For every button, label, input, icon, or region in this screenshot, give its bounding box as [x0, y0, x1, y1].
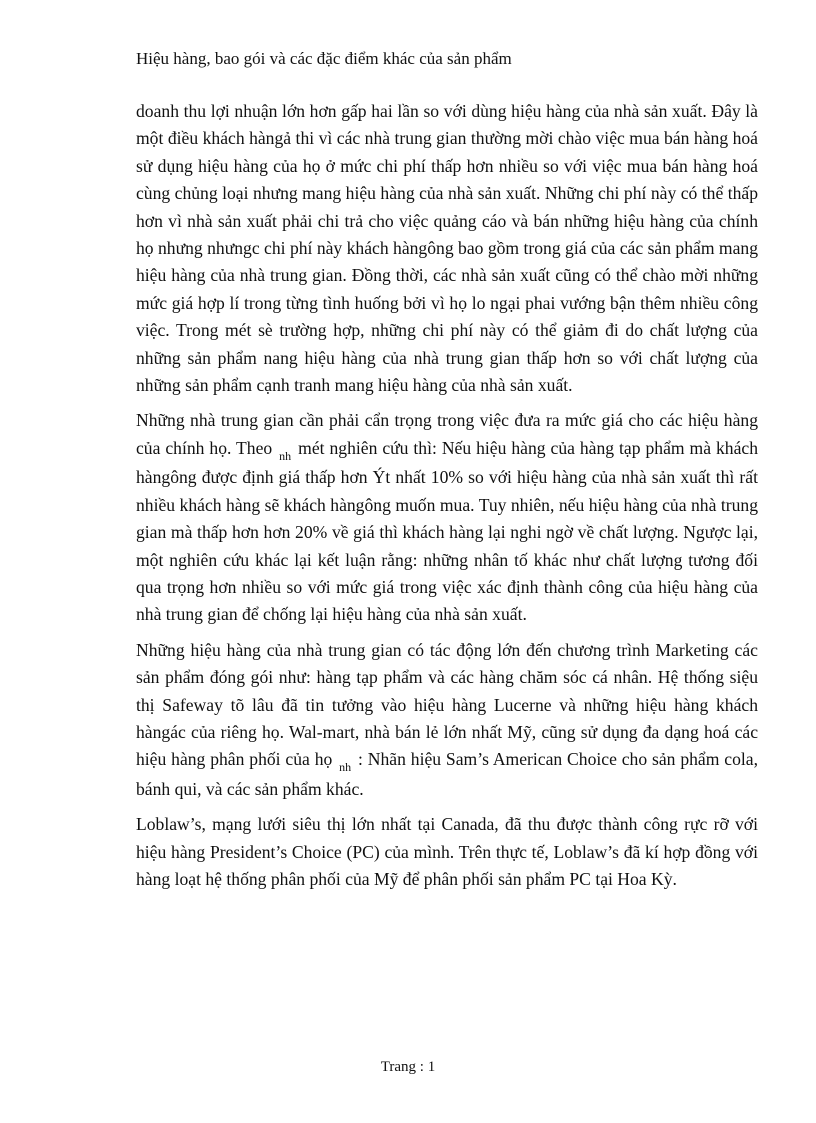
paragraph-3-text-a: Những hiệu hàng của nhà trung gian có tác động lớn đến chương trình Marketing các sản phẩm đóng gói như: hàng tạp phẩm và các hàng chăm sóc cá nhân. Hệ thống siệu thị Safeway tõ lâu đã tin tưởng vào hiệu hàng Lucerne và những hiệu hàng khách hàngác của riêng họ. Wal-mart, nhà bán lẻ lớn nhất Mỹ, cũng sử dụng đa dạng hoá các hiệu hàng phân phối của họ: [136, 639, 758, 770]
paragraph-2-text-b: mét nghiên cứu thì: Nếu hiệu hàng của hàng tạp phẩm mà khách hàngông được định giá thấp hơn Ýt nhất 10% so với hiệu hàng của nhà sản xuất thì rất nhiều khách hàng sẽ khách hàngông muốn mua. Tuy nhiên, nếu hiệu hàng của nhà trung gian mà thấp hơn hơn 20% về giá thì khách hàng lại nghi ngờ về chất lượng. Ngược lại, một nghiên cứu khác lại kết luận rằng: những nhân tố khác như chất lượng tương đối qua trọng hơn nhiều so với mức giá trong việc xác định thành công của hiệu hàng của nhà trung gian để chống lại hiệu hàng của nhà sản xuất.: [136, 437, 758, 625]
paragraph-1: doanh thu lợi nhuận lớn hơn gấp hai lần so với dùng hiệu hàng của nhà sản xuất. Đây là một điều khách hàngả thi vì các nhà trung gian thường mời chào việc mua bán hàng hoá sử dụng hiệu hàng của họ ở mức chi phí thấp hơn nhiều so với việc mua bán hàng hoá cùng chủng loại nhưng mang hiệu hàng của nhà sản xuất. Những chi phí này có thể thấp hơn vì nhà sản xuất phải chi trả cho việc quảng cáo và bán những hiệu hàng của chính họ nhưng nhưngc chi phí này khách hàngông bao gồm trong giá của các sản phẩm mang hiệu hàng của nhà trung gian. Đồng thời, các nhà sản xuất cũng có thể chào mời những mức giá hợp lí trong từng tình huống bởi vì họ lo ngại phai vướng bận thêm nhiều công việc. Trong mét sè trường hợp, những chi phí này có thể giảm đi do chất lượng của những sản phẩm nang hiệu hàng của nhà trung gian thấp hơn so với chất lượng của những sản phẩm cạnh tranh mang hiệu hàng của nhà sản xuất.: [136, 101, 758, 396]
paragraph-2-text-a: Những nhà trung gian cần phải cẩn trọng trong việc đưa ra mức giá cho các hiệu hàng của chính họ. Theo: [136, 410, 758, 458]
paragraph-3-subscript: nh: [339, 760, 352, 775]
page-number: Trang : 1: [380, 1059, 436, 1075]
paragraph-4: Loblaw’s, mạng lưới siêu thị lớn nhất tại Canada, đã thu được thành công rực rỡ với hiệu hàng President’s Choice (PC) của mình. Trên thực tế, Loblaw’s đã kí hợp đồng với hàng loạt hệ thống phân phối của Mỹ để phân phối sản phẩm PC tại Hoa Kỳ.: [136, 814, 758, 889]
page-header-title: Hiệu hàng, bao gói và các đặc điểm khác của sản phẩm: [136, 49, 512, 68]
paragraph-3: [136, 637, 758, 803]
document-body: [136, 98, 758, 901]
paragraph-2-subscript: nh: [279, 448, 292, 463]
paragraph-2: [136, 407, 758, 628]
paragraph-3-text-b: : Nhãn hiệu Sam’s American Choice cho sản phẩm cola, bánh qui, và các sản phẩm khác.: [136, 749, 758, 799]
